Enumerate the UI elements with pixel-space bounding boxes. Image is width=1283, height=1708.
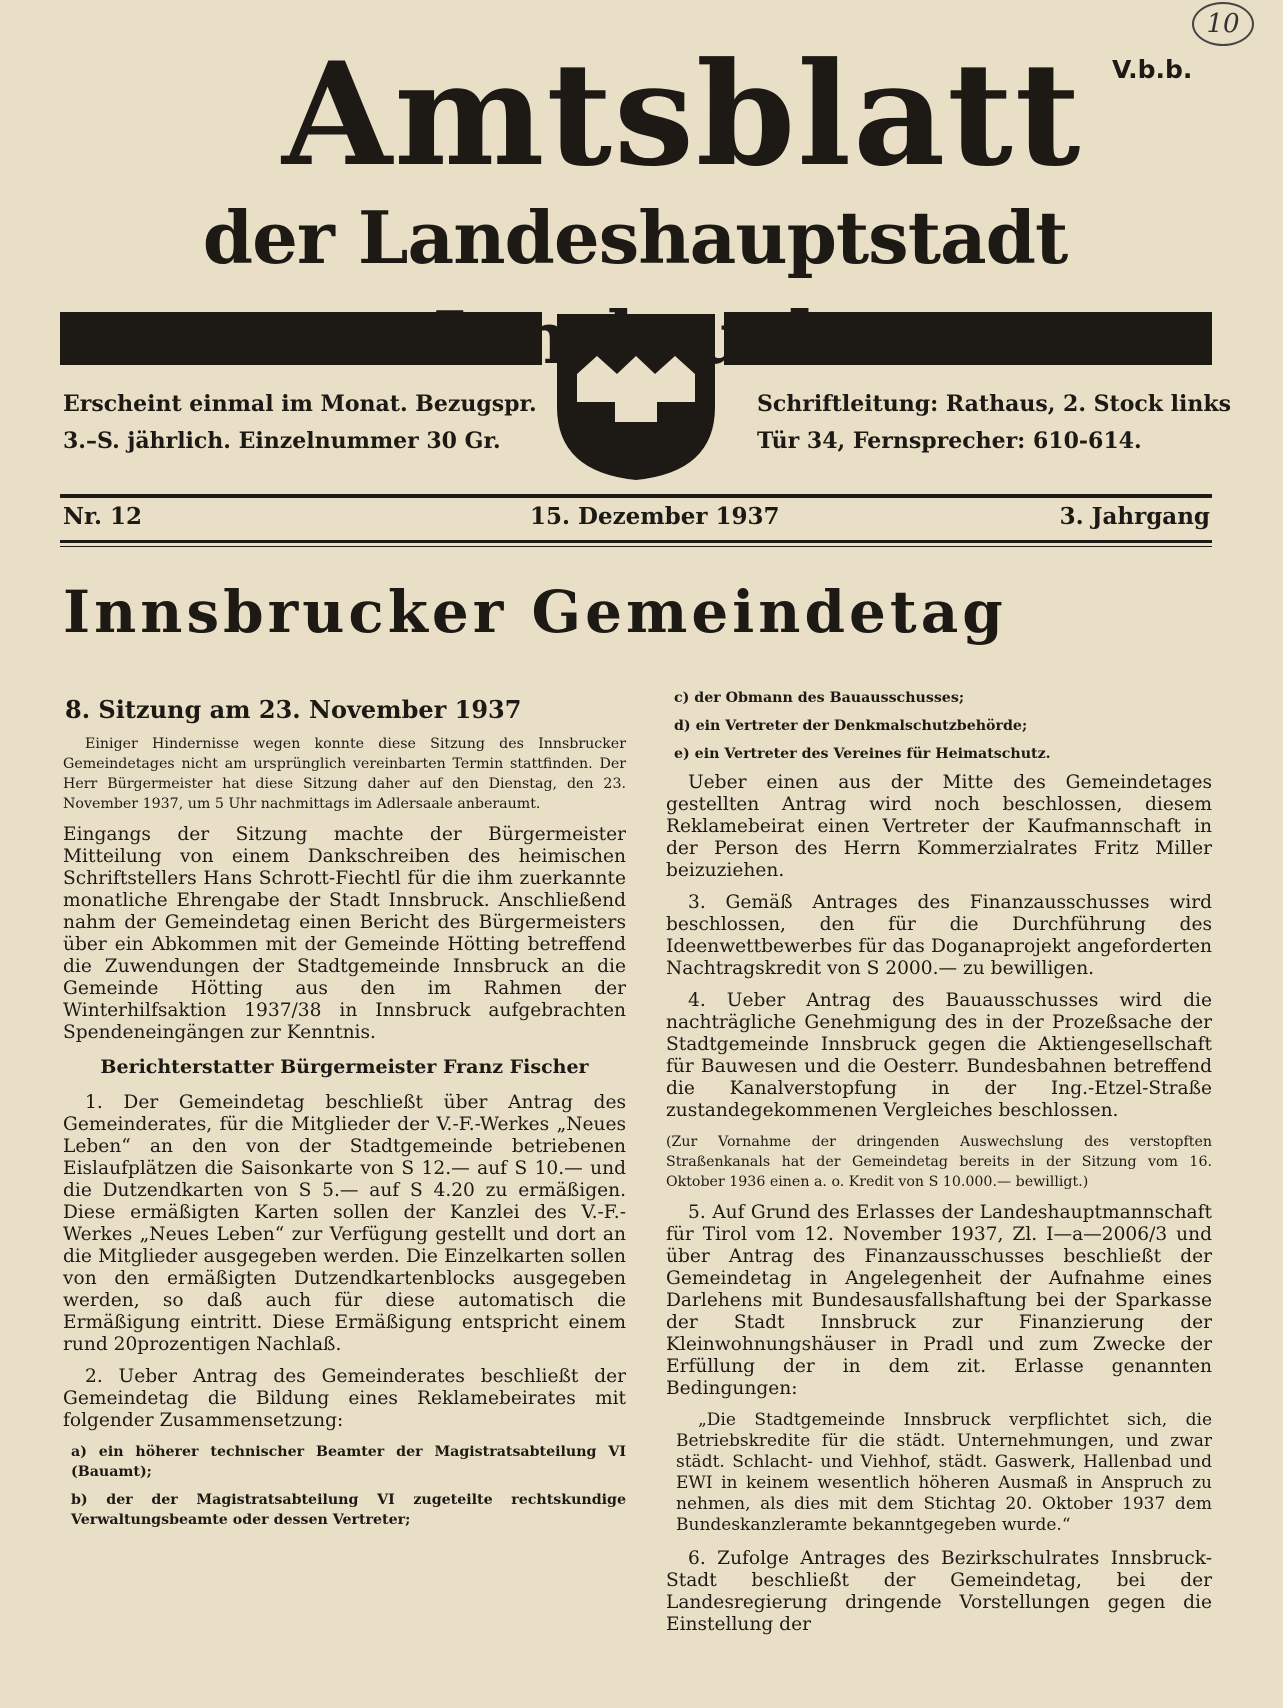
item-5: 5. Auf Grund des Erlasses der Landeshauptmannschaft für Tirol vom 12. November 1937, Zl. I—a—2006/3 und über Antrag des Finanzausschusses beschließt der Gemeindetag in Angelegenheit der Aufnahme eines Darlehens mit Bundesausfallshaftung bei der Sparkasse der Stadt Innsbruck zur Finanzierung der Kleinwohnungshäuser in Pradl und zum Zwecke der Erfüllung der in dem zit. Erlasse genannten Bedingungen: xyxy=(666,1202,1212,1399)
item-6: 6. Zufolge Antrages des Bezirkschulrates Innsbruck-Stadt beschließt der Gemeindetag, bei der Landesregierung dringende Vorstellungen gegen die Einstellung der xyxy=(666,1548,1212,1635)
subscription-info xyxy=(63,386,537,460)
intro-paragraph: Einiger Hindernisse wegen konnte diese Sitzung des Innsbrucker Gemeindetages nicht am ursprünglich vereinbarten Termin stattfinden. Der Herr Bürgermeister hat diese Sitzung daher auf den Dienstag, den 23. November 1937, um 5 Uhr nachmittags im Adlersaale anberaumt. xyxy=(63,736,626,812)
masthead-subtitle: der Landeshauptstadt xyxy=(202,195,1068,280)
issue-date: 15. Dezember 1937 xyxy=(530,503,780,530)
rule-top xyxy=(60,494,1212,498)
rule-bottom xyxy=(60,540,1212,543)
list-item: c) der Obmann des Bauausschusses; xyxy=(674,690,965,706)
item-5-quote: „Die Stadtgemeinde Innsbruck verpflichtet sich, die Betriebskredite für die städt. Unternehmungen, und zwar städt. Schlacht- und Viehhof, städt. Gaswerk, Hallenbad und EWI in keinem wesentlich höheren Ausmaß in Anspruch zu nehmen, als dies mit dem Stichtag 20. Oktober 1937 dem Bundeskanzleramte bekanntgegeben wurde.“ xyxy=(676,1410,1212,1535)
postage-note: V.b.b. xyxy=(1112,55,1193,84)
item-4-note: (Zur Vornahme der dringenden Auswechslung des verstopften Straßenkanals hat der Gemeindetag bereits in der Sitzung vom 16. Oktober 1936 einen a. o. Kredit von S 10.000.— bewilligt.) xyxy=(666,1134,1212,1190)
list-item: d) ein Vertreter der Denkmalschutzbehörde; xyxy=(674,718,1028,734)
item-3: 3. Gemäß Antrages des Finanzausschusses wird beschlossen, den für die Durchführung des Ideenwettbewerbes für das Doganaprojekt angeforderten Nachtragskredit von S 2000.— zu bewilligen. xyxy=(666,892,1212,979)
item-4: 4. Ueber Antrag des Bauausschusses wird die nachträgliche Genehmigung des in der Prozeßsache der Stadtgemeinde Innsbruck gegen die Aktiengesellschaft für Bauwesen und die Oesterr. Bundesbahnen betreffend die Kanalverstopfung in der Ing.-Etzel-Straße zustandegekommenen Vergleiches beschlossen. xyxy=(666,990,1212,1121)
rule-bottom-thin xyxy=(60,546,1212,547)
column-right xyxy=(666,688,1212,1646)
city-crest-icon xyxy=(555,312,717,482)
committee-list-left xyxy=(63,1442,626,1530)
subscription-line-2: 3.–S. jährlich. Einzelnummer 30 Gr. xyxy=(63,428,501,454)
committee-list-right xyxy=(666,688,1212,764)
list-item: a) ein höherer technischer Beamter der Magistratsabteilung VI (Bauamt); xyxy=(71,1444,626,1480)
contact-line-2: Tür 34, Fernsprecher: 610-614. xyxy=(757,428,1142,454)
handwritten-page-mark: 10 xyxy=(1192,2,1254,46)
list-item: e) ein Vertreter des Vereines für Heimatschutz. xyxy=(674,746,1051,762)
opening-paragraph: Eingangs der Sitzung machte der Bürgermeister Mitteilung von einem Dankschreiben des heimischen Schriftstellers Hans Schrott-Fiechtl für die ihm zuerkannte monatliche Ehrengabe der Stadt Innsbruck. Anschließend nahm der Gemeindetag einen Bericht des Bürgermeisters über ein Abkommen mit der Gemeinde Hötting betreffend die Zuwendungen der Stadtgemeinde Innsbruck an die Gemeinde Hötting aus den im Rahmen der Winterhilfsaktion 1937/38 in Innsbruck aufgebrachten Spendeneingängen zur Kenntnis. xyxy=(63,824,626,1043)
reporter-heading: Berichterstatter Bürgermeister Franz Fischer xyxy=(100,1056,589,1078)
session-title: 8. Sitzung am 23. November 1937 xyxy=(65,695,522,724)
item-2-continuation: Ueber einen aus der Mitte des Gemeindetages gestellten Antrag wird noch beschlossen, diesem Reklamebeirat einen Vertreter der Kaufmannschaft in der Person des Herrn Kommerzialrates Fritz Miller beizuziehen. xyxy=(666,772,1212,881)
subscription-line-1: Erscheint einmal im Monat. Bezugspr. xyxy=(63,391,537,417)
list-item: b) der der Magistratsabteilung VI zugeteilte rechtskundige Verwaltungsbeamte oder dessen Vertreter; xyxy=(71,1492,626,1528)
item-2: 2. Ueber Antrag des Gemeinderates beschließt der Gemeindetag die Bildung eines Reklamebeirates mit folgender Zusammensetzung: xyxy=(63,1366,626,1431)
contact-line-1: Schriftleitung: Rathaus, 2. Stock links xyxy=(757,391,1232,417)
issue-volume: 3. Jahrgang xyxy=(1059,503,1210,530)
masthead-title: Amtsblatt xyxy=(282,32,1083,198)
issue-number: Nr. 12 xyxy=(63,503,143,530)
masthead-bar-right xyxy=(724,312,1212,365)
item-1: 1. Der Gemeindetag beschließt über Antrag des Gemeinderates, für die Mitglieder der V.-F.-Werkes „Neues Leben“ an den von der Stadtgemeinde betriebenen Eislaufplätzen die Saisonkarte von S 12.— auf S 10.— und die Dutzendkarten von S 5.— auf S 4.20 zu ermäßigen. Diese ermäßigten Karten sollen der Kanzlei des V.-F.-Werkes „Neues Leben“ zur Verfügung gestellt und dort an die Mitglieder ausgegeben werden. Die Einzelkarten sollen von den ermäßigten Dutzendkartenblocks ausgegeben werden, so daß auch für diese automatisch die Ermäßigung eintritt. Diese Ermäßigung entspricht einem rund 20prozentigen Nachlaß. xyxy=(63,1092,626,1355)
editorial-contact xyxy=(757,386,1231,460)
article-headline: Innsbrucker Gemeindetag xyxy=(63,578,1007,646)
column-left xyxy=(63,690,626,1538)
masthead-bar-left xyxy=(60,312,542,365)
